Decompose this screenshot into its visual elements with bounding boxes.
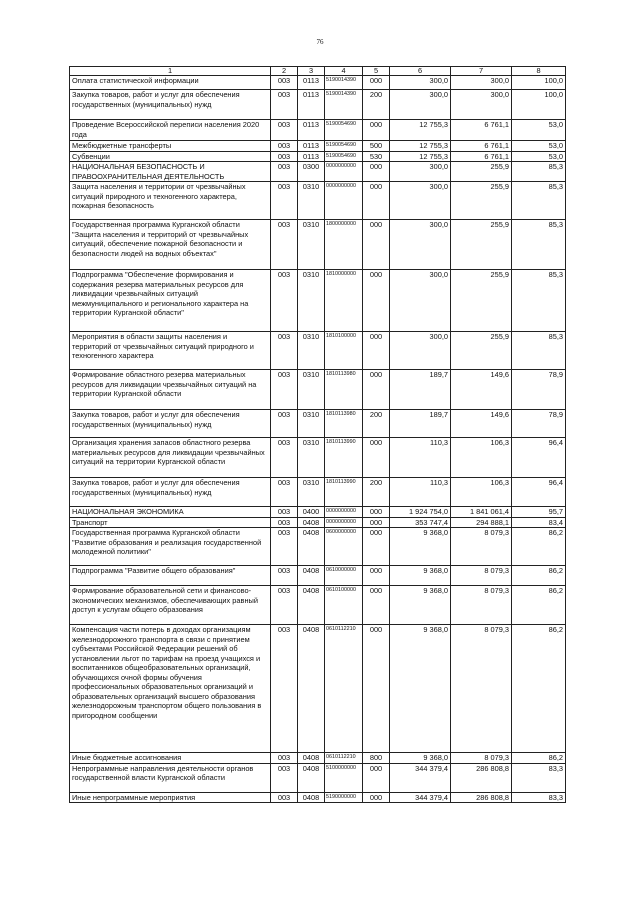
row-executed: 8 079,3: [451, 586, 512, 625]
row-target-code: 1810113990: [325, 438, 363, 478]
row-section: 0408: [298, 753, 325, 764]
row-executed: 106,3: [451, 478, 512, 507]
row-expense-type: 500: [363, 141, 390, 152]
table-row: [70, 182, 566, 220]
row-target-code: 1810113980: [325, 410, 363, 438]
row-target-code: 1810113980: [325, 370, 363, 410]
row-percent: 53,0: [512, 120, 566, 141]
row-percent: 83,4: [512, 517, 566, 528]
row-name: Формирование образовательной сети и финансово-экономических механизмов, обеспечивающих равный доступ к услугам общего образования: [70, 586, 271, 625]
row-name: Государственная программа Курганской области "Развитие образования и реализация государственной молодежной политики": [70, 528, 271, 566]
row-planned: 300,0: [390, 90, 451, 120]
row-expense-type: 000: [363, 332, 390, 370]
row-planned: 344 379,4: [390, 792, 451, 803]
row-name: Закупка товаров, работ и услуг для обеспечения государственных (муниципальных) нужд: [70, 90, 271, 120]
row-chapter: 003: [271, 507, 298, 518]
row-expense-type: 000: [363, 528, 390, 566]
row-target-code: 0000000000: [325, 182, 363, 220]
table-row: [70, 151, 566, 162]
header-col-1: 1: [70, 67, 271, 76]
table-row: [70, 517, 566, 528]
row-percent: 100,0: [512, 76, 566, 90]
row-target-code: 1810100000: [325, 332, 363, 370]
row-chapter: 003: [271, 76, 298, 90]
row-expense-type: 000: [363, 438, 390, 478]
table-row: [70, 625, 566, 753]
row-planned: 9 368,0: [390, 586, 451, 625]
row-section: 0310: [298, 332, 325, 370]
row-planned: 9 368,0: [390, 625, 451, 753]
row-section: 0113: [298, 90, 325, 120]
row-name: Подпрограмма "Развитие общего образования": [70, 566, 271, 586]
row-percent: 96,4: [512, 478, 566, 507]
page-number: 76: [316, 38, 324, 46]
row-percent: 86,2: [512, 753, 566, 764]
row-section: 0408: [298, 566, 325, 586]
row-chapter: 003: [271, 141, 298, 152]
row-chapter: 003: [271, 151, 298, 162]
row-planned: 1 924 754,0: [390, 507, 451, 518]
row-expense-type: 000: [363, 763, 390, 792]
row-section: 0113: [298, 76, 325, 90]
row-name: Закупка товаров, работ и услуг для обеспечения государственных (муниципальных) нужд: [70, 410, 271, 438]
row-chapter: 003: [271, 220, 298, 270]
row-planned: 12 755,3: [390, 120, 451, 141]
row-executed: 8 079,3: [451, 566, 512, 586]
row-executed: 8 079,3: [451, 528, 512, 566]
table-row: [70, 410, 566, 438]
row-planned: 189,7: [390, 370, 451, 410]
row-planned: 189,7: [390, 410, 451, 438]
table-row: [70, 763, 566, 792]
table-row: [70, 141, 566, 152]
row-expense-type: 200: [363, 90, 390, 120]
row-name: Иные бюджетные ассигнования: [70, 753, 271, 764]
row-executed: 149,6: [451, 410, 512, 438]
row-name: НАЦИОНАЛЬНАЯ БЕЗОПАСНОСТЬ И ПРАВООХРАНИТЕЛЬНАЯ ДЕЯТЕЛЬНОСТЬ: [70, 162, 271, 182]
row-percent: 100,0: [512, 90, 566, 120]
row-expense-type: 000: [363, 517, 390, 528]
row-section: 0113: [298, 141, 325, 152]
header-col-7: 7: [451, 67, 512, 76]
row-executed: 255,9: [451, 270, 512, 332]
header-col-4: 4: [325, 67, 363, 76]
row-chapter: 003: [271, 478, 298, 507]
row-name: Закупка товаров, работ и услуг для обеспечения государственных (муниципальных) нужд: [70, 478, 271, 507]
row-executed: 8 079,3: [451, 753, 512, 764]
row-name: Организация хранения запасов областного резерва материальных ресурсов для ликвидации чрезвычайных ситуаций на территории Курганской области: [70, 438, 271, 478]
row-percent: 85,3: [512, 162, 566, 182]
row-planned: 300,0: [390, 270, 451, 332]
row-executed: 6 761,1: [451, 141, 512, 152]
table-row: [70, 120, 566, 141]
row-executed: 300,0: [451, 76, 512, 90]
table-row: [70, 753, 566, 764]
row-chapter: 003: [271, 162, 298, 182]
row-section: 0408: [298, 517, 325, 528]
row-target-code: 1800000000: [325, 220, 363, 270]
table-row: [70, 220, 566, 270]
row-percent: 83,3: [512, 763, 566, 792]
row-expense-type: 000: [363, 370, 390, 410]
row-executed: 6 761,1: [451, 120, 512, 141]
row-percent: 86,2: [512, 528, 566, 566]
row-target-code: 0600000000: [325, 528, 363, 566]
table-row: [70, 566, 566, 586]
table-row: [70, 528, 566, 566]
row-chapter: 003: [271, 270, 298, 332]
table-row: [70, 270, 566, 332]
row-planned: 300,0: [390, 182, 451, 220]
row-executed: 294 888,1: [451, 517, 512, 528]
row-percent: 85,3: [512, 182, 566, 220]
row-target-code: 1810113990: [325, 478, 363, 507]
row-section: 0400: [298, 507, 325, 518]
row-expense-type: 000: [363, 270, 390, 332]
row-target-code: 0610100000: [325, 586, 363, 625]
row-planned: 110,3: [390, 478, 451, 507]
row-chapter: 003: [271, 528, 298, 566]
row-chapter: 003: [271, 182, 298, 220]
row-section: 0310: [298, 182, 325, 220]
row-chapter: 003: [271, 90, 298, 120]
row-chapter: 003: [271, 410, 298, 438]
row-section: 0408: [298, 586, 325, 625]
row-expense-type: 000: [363, 182, 390, 220]
row-executed: 286 808,8: [451, 792, 512, 803]
row-target-code: 5190054690: [325, 120, 363, 141]
row-target-code: 5190054690: [325, 141, 363, 152]
table-row: [70, 478, 566, 507]
table-row: [70, 438, 566, 478]
row-name: Компенсация части потерь в доходах организациям железнодорожного транспорта в связи с принятием субъектами Российской Федерации решений об установлении льгот по тарифам на проезд учащихся и воспитанников общеобразовательных организаций, обучающихся очной формы обучения профессиональных образовательных организаций и образовательных организаций высшего образования железнодорожным транспортом общего пользования в пригородном сообщении: [70, 625, 271, 753]
row-target-code: 0610112210: [325, 753, 363, 764]
row-name: Проведение Всероссийской переписи населения 2020 года: [70, 120, 271, 141]
header-col-2: 2: [271, 67, 298, 76]
row-planned: 344 379,4: [390, 763, 451, 792]
row-percent: 53,0: [512, 141, 566, 152]
row-executed: 286 808,8: [451, 763, 512, 792]
row-percent: 83,3: [512, 792, 566, 803]
row-name: Формирование областного резерва материальных ресурсов для ликвидации чрезвычайных ситуаций на территории Курганской области: [70, 370, 271, 410]
row-name: Межбюджетные трансферты: [70, 141, 271, 152]
row-planned: 300,0: [390, 162, 451, 182]
row-executed: 1 841 061,4: [451, 507, 512, 518]
row-executed: 255,9: [451, 332, 512, 370]
row-planned: 12 755,3: [390, 151, 451, 162]
row-name: НАЦИОНАЛЬНАЯ ЭКОНОМИКА: [70, 507, 271, 518]
header-col-6: 6: [390, 67, 451, 76]
row-chapter: 003: [271, 438, 298, 478]
row-expense-type: 200: [363, 410, 390, 438]
row-executed: 255,9: [451, 162, 512, 182]
header-col-5: 5: [363, 67, 390, 76]
row-chapter: 003: [271, 763, 298, 792]
row-expense-type: 000: [363, 120, 390, 141]
row-target-code: 5190054690: [325, 151, 363, 162]
row-name: Субвенции: [70, 151, 271, 162]
row-percent: 78,9: [512, 370, 566, 410]
row-name: Защита населения и территории от чрезвычайных ситуаций природного и техногенного характера, пожарная безопасность: [70, 182, 271, 220]
row-section: 0408: [298, 625, 325, 753]
row-executed: 149,6: [451, 370, 512, 410]
table-row: [70, 332, 566, 370]
row-name: Государственная программа Курганской области "Защита населения и территорий от чрезвычайных ситуаций, обеспечение пожарной безопасности и безопасности людей на водных объектах": [70, 220, 271, 270]
row-section: 0113: [298, 120, 325, 141]
row-expense-type: 000: [363, 507, 390, 518]
row-target-code: 5100000000: [325, 763, 363, 792]
row-section: 0310: [298, 370, 325, 410]
row-planned: 9 368,0: [390, 528, 451, 566]
row-planned: 110,3: [390, 438, 451, 478]
row-percent: 86,2: [512, 566, 566, 586]
table-row: [70, 586, 566, 625]
row-target-code: 1810000000: [325, 270, 363, 332]
row-section: 0310: [298, 410, 325, 438]
row-executed: 255,9: [451, 182, 512, 220]
row-name: Непрограммные направления деятельности органов государственной власти Курганской области: [70, 763, 271, 792]
row-name: Транспорт: [70, 517, 271, 528]
row-target-code: 5190000000: [325, 792, 363, 803]
row-section: 0408: [298, 763, 325, 792]
row-percent: 86,2: [512, 586, 566, 625]
row-expense-type: 000: [363, 625, 390, 753]
row-expense-type: 000: [363, 586, 390, 625]
row-chapter: 003: [271, 370, 298, 410]
row-executed: 6 761,1: [451, 151, 512, 162]
row-target-code: 0610000000: [325, 566, 363, 586]
row-expense-type: 000: [363, 76, 390, 90]
table-row: [70, 76, 566, 90]
row-chapter: 003: [271, 625, 298, 753]
row-name: Мероприятия в области защиты населения и территорий от чрезвычайных ситуаций природного и техногенного характера: [70, 332, 271, 370]
row-percent: 53,0: [512, 151, 566, 162]
row-expense-type: 000: [363, 566, 390, 586]
row-target-code: 0000000000: [325, 162, 363, 182]
row-percent: 96,4: [512, 438, 566, 478]
row-chapter: 003: [271, 332, 298, 370]
row-section: 0310: [298, 478, 325, 507]
row-percent: 95,7: [512, 507, 566, 518]
table-row: [70, 792, 566, 803]
table-row: [70, 507, 566, 518]
row-expense-type: 000: [363, 792, 390, 803]
row-name: Иные непрограммные мероприятия: [70, 792, 271, 803]
row-planned: 9 368,0: [390, 753, 451, 764]
row-expense-type: 200: [363, 478, 390, 507]
budget-table: [69, 66, 566, 803]
row-planned: 300,0: [390, 332, 451, 370]
row-expense-type: 000: [363, 162, 390, 182]
row-planned: 353 747,4: [390, 517, 451, 528]
header-col-3: 3: [298, 67, 325, 76]
row-section: 0408: [298, 792, 325, 803]
row-chapter: 003: [271, 120, 298, 141]
row-section: 0408: [298, 528, 325, 566]
row-section: 0113: [298, 151, 325, 162]
row-executed: 106,3: [451, 438, 512, 478]
row-target-code: 0610112210: [325, 625, 363, 753]
row-expense-type: 530: [363, 151, 390, 162]
row-percent: 86,2: [512, 625, 566, 753]
table-row: [70, 370, 566, 410]
row-percent: 85,3: [512, 220, 566, 270]
row-chapter: 003: [271, 792, 298, 803]
row-percent: 85,3: [512, 270, 566, 332]
row-chapter: 003: [271, 517, 298, 528]
row-planned: 12 755,3: [390, 141, 451, 152]
row-section: 0300: [298, 162, 325, 182]
row-section: 0310: [298, 220, 325, 270]
row-expense-type: 800: [363, 753, 390, 764]
row-chapter: 003: [271, 566, 298, 586]
row-target-code: 5190014390: [325, 90, 363, 120]
row-percent: 85,3: [512, 332, 566, 370]
table-row: [70, 90, 566, 120]
row-executed: 300,0: [451, 90, 512, 120]
row-executed: 8 079,3: [451, 625, 512, 753]
header-row: [70, 67, 566, 76]
row-name: Оплата статистической информации: [70, 76, 271, 90]
row-chapter: 003: [271, 586, 298, 625]
row-name: Подпрограмма "Обеспечение формирования и содержания резерва материальных ресурсов для ликвидации чрезвычайных ситуаций межмуниципального и регионального характера на территории Курганской области": [70, 270, 271, 332]
table-row: [70, 162, 566, 182]
row-chapter: 003: [271, 753, 298, 764]
row-target-code: 0000000000: [325, 507, 363, 518]
row-planned: 9 368,0: [390, 566, 451, 586]
header-col-8: 8: [512, 67, 566, 76]
row-percent: 78,9: [512, 410, 566, 438]
row-target-code: 0000000000: [325, 517, 363, 528]
row-planned: 300,0: [390, 220, 451, 270]
row-executed: 255,9: [451, 220, 512, 270]
row-expense-type: 000: [363, 220, 390, 270]
row-section: 0310: [298, 438, 325, 478]
row-section: 0310: [298, 270, 325, 332]
row-planned: 300,0: [390, 76, 451, 90]
row-target-code: 5190014390: [325, 76, 363, 90]
